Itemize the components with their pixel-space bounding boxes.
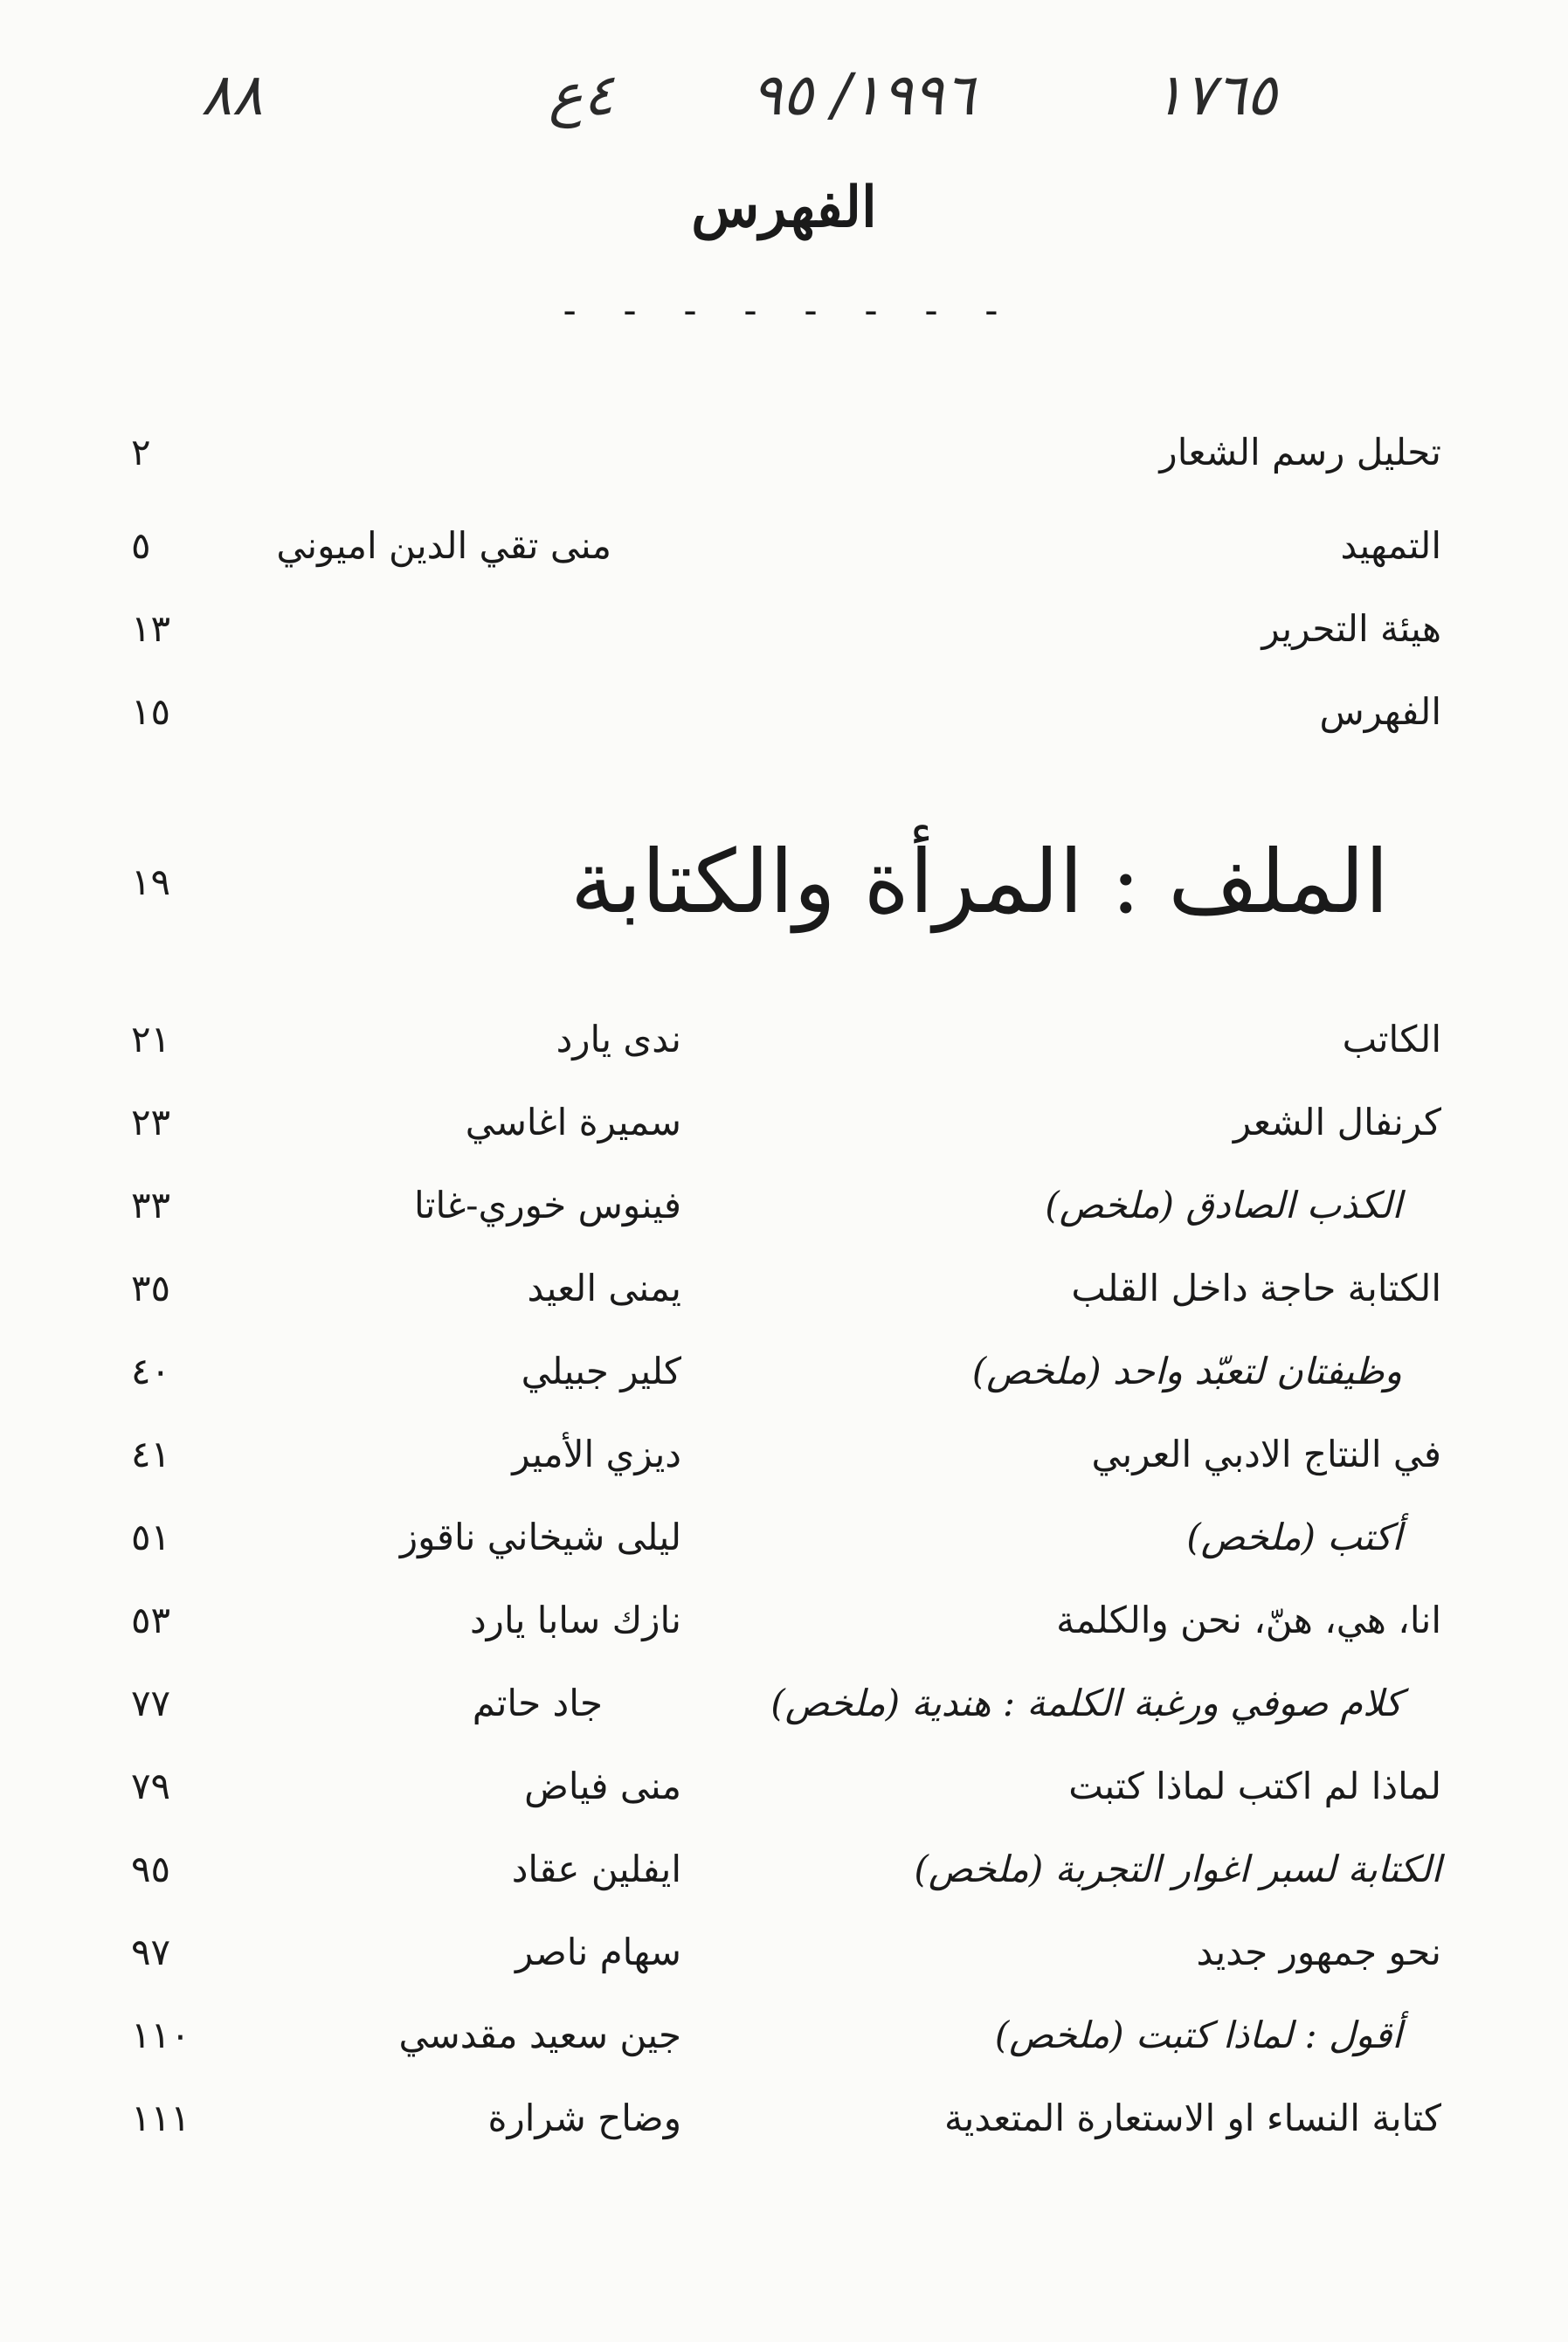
toc-title: هيئة التحرير [1261, 607, 1441, 650]
handwritten-note-1: ٨٨ [201, 61, 263, 128]
toc-title: الكتابة حاجة داخل القلب [1071, 1267, 1441, 1309]
toc-author: وضاح شرارة [487, 2097, 681, 2139]
toc-page: ١٣ [131, 607, 171, 650]
dossier-title: الملف : المرأة والكتابة [570, 831, 1389, 933]
toc-row [131, 1834, 1441, 1904]
toc-title: في النتاج الادبي العربي [1091, 1433, 1441, 1475]
toc-row [131, 1171, 1441, 1240]
dossier-page: ١٩ [131, 860, 171, 903]
page-title: الفهرس [691, 175, 877, 240]
toc-row [131, 1751, 1441, 1821]
toc-title: كتابة النساء او الاستعارة المتعدية [944, 2097, 1441, 2139]
toc-author: ندى يارد [556, 1018, 681, 1060]
toc-row [131, 1088, 1441, 1157]
toc-page: ٤٠ [131, 1350, 171, 1392]
toc-row [131, 1254, 1441, 1323]
toc-row [131, 2000, 1441, 2070]
toc-row [131, 594, 1441, 664]
toc-row [131, 1917, 1441, 1987]
toc-page: ٣٥ [131, 1267, 171, 1309]
toc-row [131, 1005, 1441, 1074]
toc-author: ايفلين عقاد [511, 1848, 681, 1890]
toc-page: ٧٩ [131, 1765, 171, 1807]
toc-title: نحو جمهور جديد [1196, 1931, 1441, 1973]
toc-title: أقول : لماذا كتبت (ملخص) [994, 2014, 1402, 2056]
toc-title: الكتابة لسبر اغوار التجربة (ملخص) [914, 1848, 1441, 1890]
toc-page: ٥١ [131, 1516, 171, 1558]
toc-page: ٢ [131, 431, 151, 473]
toc-page: ٣٣ [131, 1184, 171, 1226]
toc-title: كرنفال الشعر [1233, 1101, 1441, 1143]
toc-page: ٢٣ [131, 1101, 171, 1143]
toc-author: سهام ناصر [515, 1931, 681, 1973]
toc-row [131, 418, 1441, 487]
toc-row [131, 1503, 1441, 1572]
toc-page: ٥٣ [131, 1599, 171, 1641]
toc-page: ٢١ [131, 1018, 171, 1060]
toc-title: الكاتب [1342, 1018, 1441, 1060]
toc-page: ٤١ [131, 1433, 171, 1475]
toc-author: كلير جبيلي [521, 1350, 681, 1392]
toc-author: جاد حاتم [472, 1682, 603, 1724]
toc-page: ٧٧ [131, 1682, 171, 1724]
handwritten-note-3: ١٩٩٦/ ٩٥ [751, 61, 975, 128]
handwritten-note-4: ١٧٦٥ [1153, 61, 1277, 128]
toc-author: يمنى العيد [527, 1267, 681, 1309]
toc-title: كلام صوفي ورغبة الكلمة : هندية (ملخص) [770, 1682, 1402, 1724]
dossier-heading [131, 821, 1389, 943]
title-underline: - - - - - - - - [557, 288, 1011, 333]
toc-title: انا، هي، هنّ، نحن والكلمة [1056, 1599, 1441, 1641]
toc-title: أكتب (ملخص) [1186, 1516, 1402, 1558]
toc-page: ١١٠ [131, 2014, 190, 2056]
toc-author: ليلى شيخاني ناقوز [399, 1516, 681, 1558]
toc-author: نازك سابا يارد [469, 1599, 681, 1641]
toc-author: منى تقي الدين اميوني [276, 524, 611, 567]
toc-title: الفهرس [1319, 690, 1441, 733]
toc-author: منى فياض [524, 1765, 681, 1807]
toc-page: ١١١ [131, 2097, 190, 2139]
toc-row [131, 511, 1441, 581]
toc-page: ٩٧ [131, 1931, 171, 1973]
toc-page: ٩٥ [131, 1848, 171, 1890]
toc-title: الكذب الصادق (ملخص) [1045, 1184, 1402, 1226]
toc-title: وظيفتان لتعبّد واحد (ملخص) [971, 1350, 1402, 1392]
toc-author: ديزي الأمير [512, 1433, 681, 1475]
toc-author: فينوس خوري-غاتا [414, 1184, 681, 1226]
toc-title: لماذا لم اكتب لماذا كتبت [1068, 1765, 1441, 1807]
toc-row [131, 677, 1441, 747]
toc-page: ٥ [131, 524, 151, 567]
toc-row [131, 1668, 1441, 1738]
toc-row [131, 1586, 1441, 1655]
toc-title: تحليل رسم الشعار [1159, 431, 1441, 473]
toc-author: جين سعيد مقدسي [398, 2014, 681, 2056]
toc-author: سميرة اغاسي [465, 1101, 681, 1143]
toc-row [131, 1337, 1441, 1406]
toc-title: التمهيد [1340, 524, 1441, 567]
toc-row [131, 1420, 1441, 1489]
toc-row [131, 2083, 1441, 2153]
toc-page: ١٥ [131, 690, 171, 733]
handwritten-note-2: ٤ع [549, 61, 614, 128]
